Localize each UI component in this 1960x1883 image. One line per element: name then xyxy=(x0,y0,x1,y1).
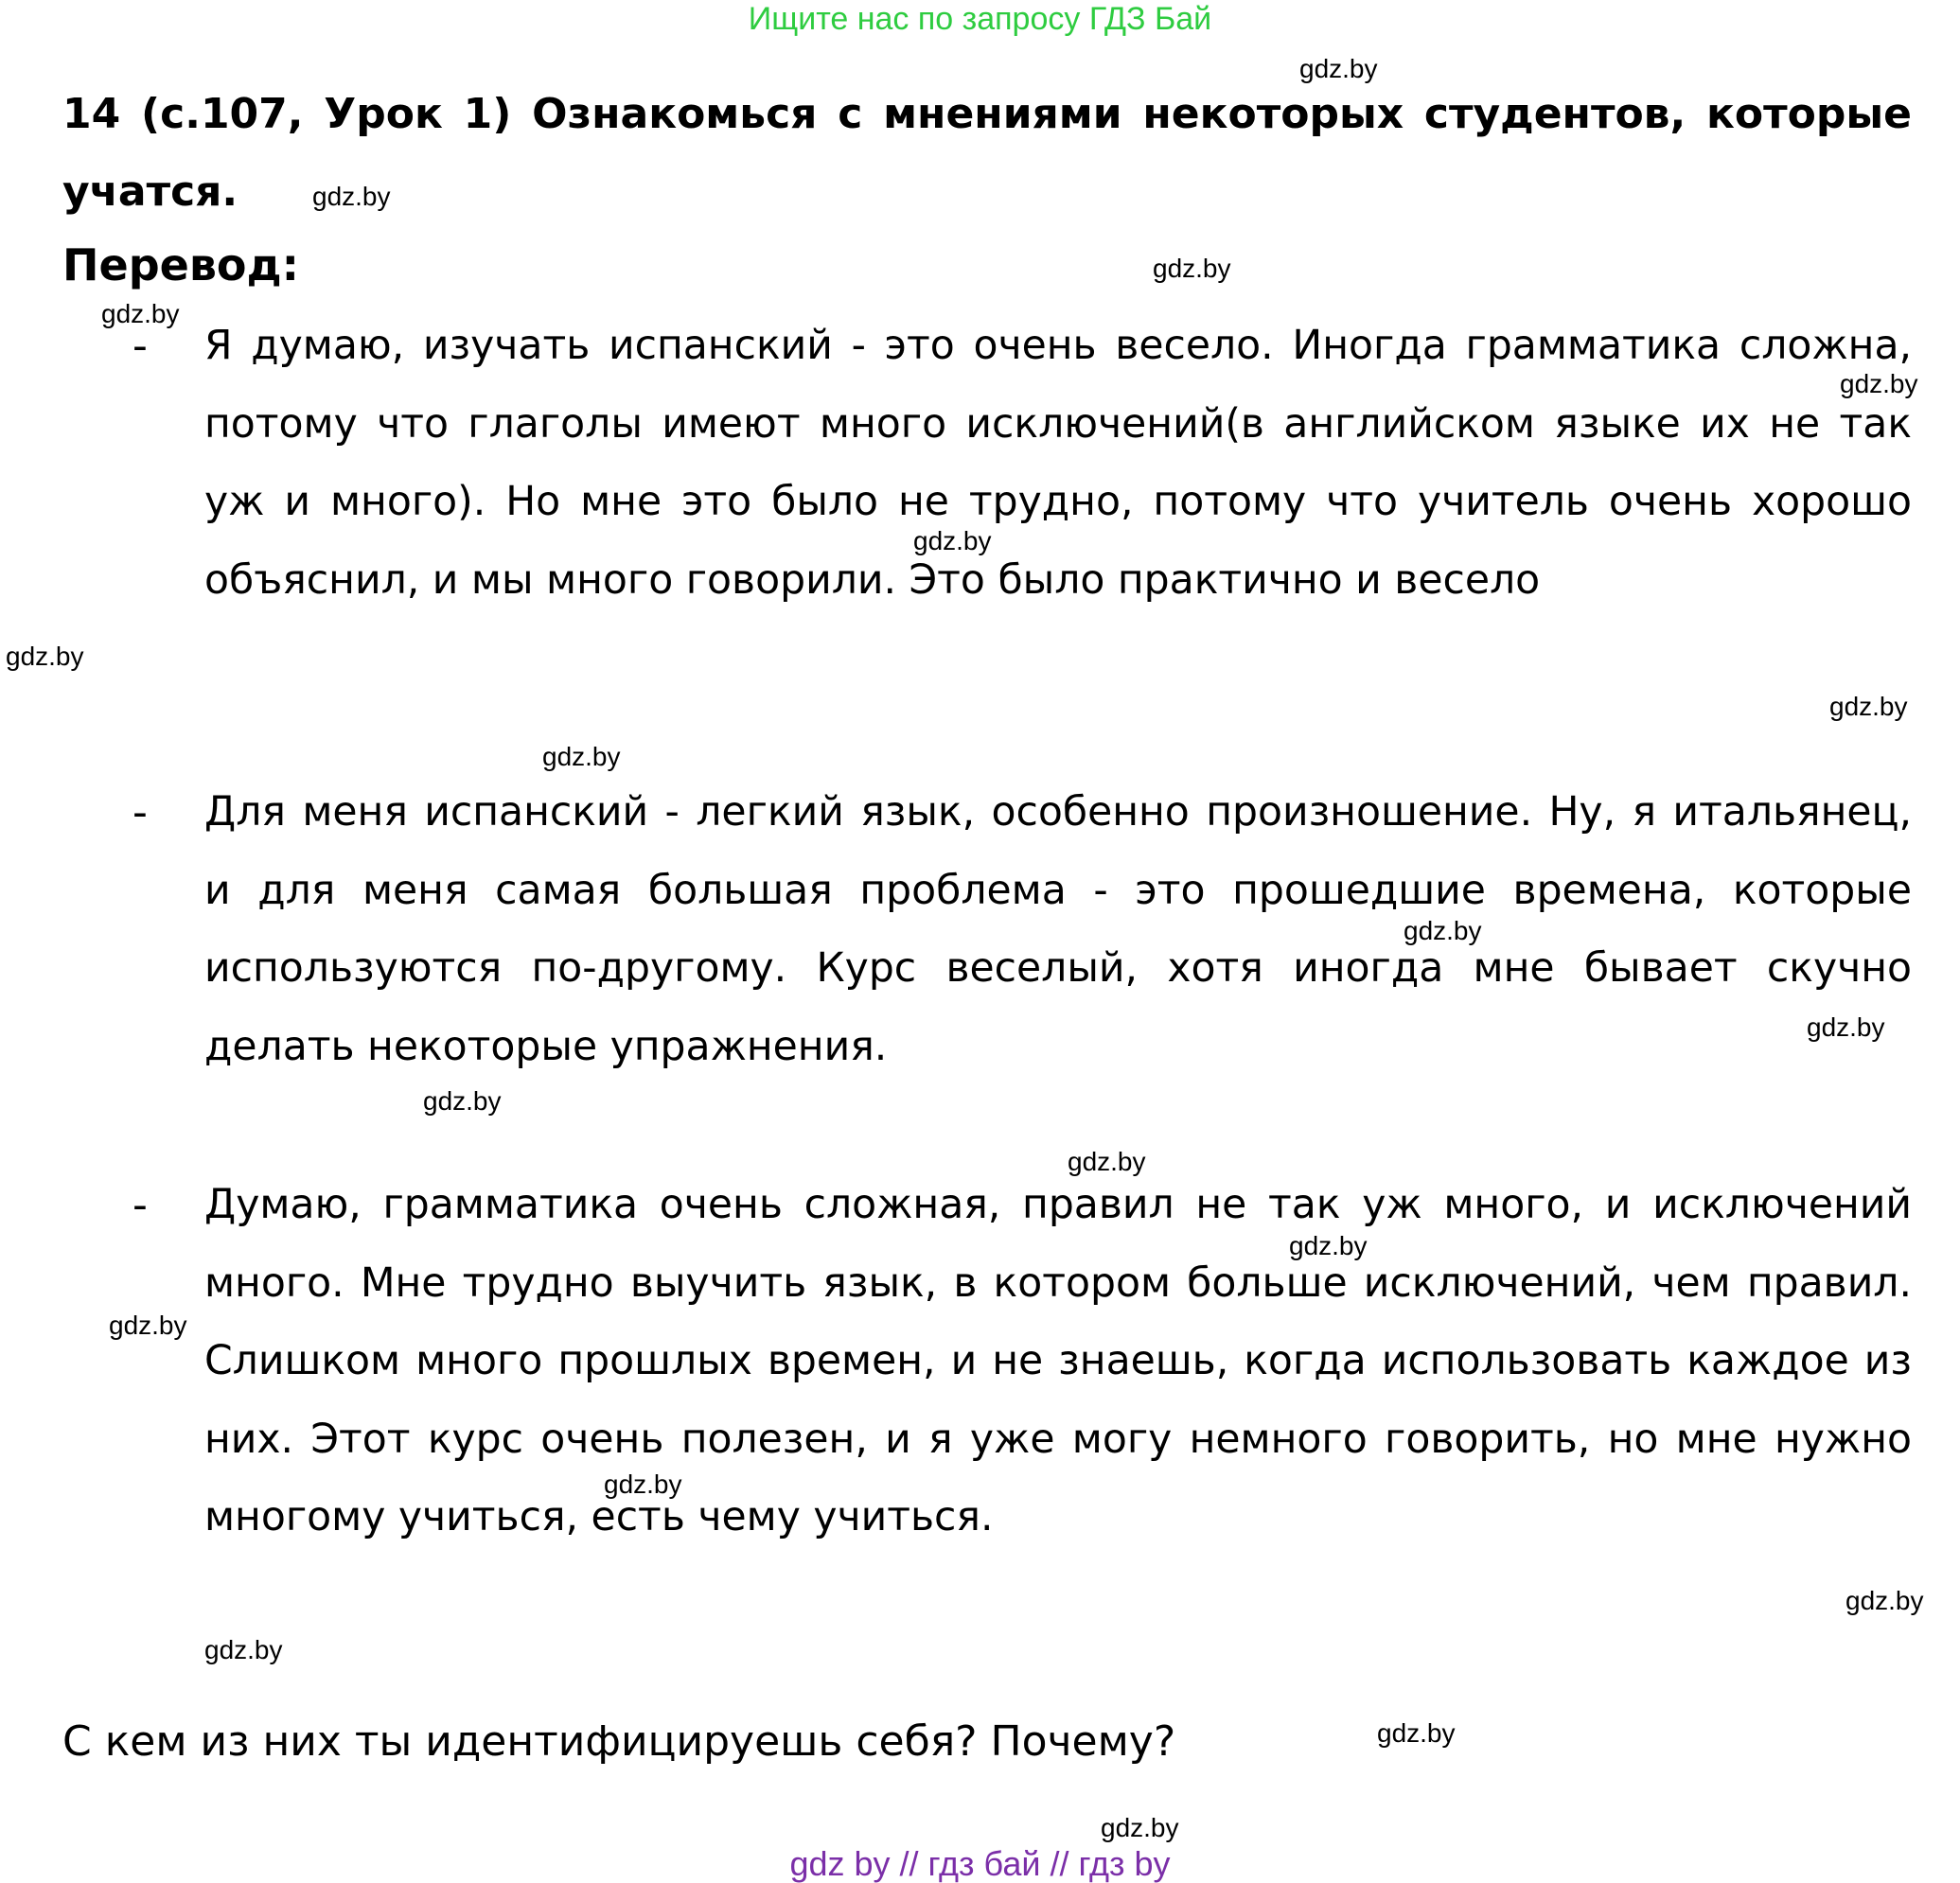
reflection-question: С кем из них ты идентифицируешь себя? Почему? xyxy=(62,1717,1176,1766)
watermark: gdz.by xyxy=(542,742,621,771)
watermark: gdz.by xyxy=(204,1635,283,1664)
opinion-item-3 xyxy=(132,1167,1912,1557)
list-dash: - xyxy=(132,788,148,836)
watermark: gdz.by xyxy=(101,299,180,328)
watermark: gdz.by xyxy=(1153,254,1231,283)
top-banner: Ищите нас по запросу ГДЗ Бай xyxy=(748,1,1212,37)
watermark: gdz.by xyxy=(1845,1586,1924,1615)
watermark: gdz.by xyxy=(1840,369,1918,398)
list-dash: - xyxy=(132,1181,148,1229)
watermark: gdz.by xyxy=(312,182,391,211)
opinion-text: Думаю, грамматика очень сложная, правил не так уж много, и исключений много. Мне трудно выучить язык, в котором больше исключений, чем правил. Слишком много прошлых времен, и не знаешь, когда использовать каждое из них. Этот курс очень полезен, и я уже могу немного говорить, но мне нужно многому учиться, есть чему учиться. xyxy=(204,1182,1912,1540)
watermark: gdz.by xyxy=(6,642,84,671)
watermark: gdz.by xyxy=(913,526,992,555)
watermark: gdz.by xyxy=(1807,1012,1885,1042)
watermark: gdz.by xyxy=(604,1469,682,1499)
watermark: gdz.by xyxy=(1068,1147,1146,1176)
translation-label: Перевод: xyxy=(62,239,300,290)
watermark: gdz.by xyxy=(1829,692,1908,721)
opinion-item-2 xyxy=(132,774,1912,1086)
opinion-item-1 xyxy=(132,308,1912,620)
opinion-text: Я думаю, изучать испанский - это очень весело. Иногда грамматика сложна, потому что глаголы имеют много исключений(в английском языке их не так уж и много). Но мне это было не трудно, потому что учитель очень хорошо объяснил, и мы много говорили. Это было практично и весело xyxy=(204,323,1912,604)
watermark: gdz.by xyxy=(1299,54,1378,83)
watermark: gdz.by xyxy=(109,1311,187,1340)
watermark: gdz.by xyxy=(1404,916,1482,945)
list-dash: - xyxy=(132,322,148,370)
footer-links: gdz by // гдз бай // гдз by xyxy=(789,1844,1171,1883)
task-heading: 14 (с.107, Урок 1) Ознакомься с мнениями некоторых студентов, которые учатся. xyxy=(62,90,1912,216)
opinion-text: Для меня испанский - легкий язык, особенно произношение. Ну, я итальянец, и для меня самая большая проблема - это прошедшие времена, которые используются по-другому. Курс веселый, хотя иногда мне бывает скучно делать некоторые упражнения. xyxy=(204,789,1912,1070)
watermark: gdz.by xyxy=(423,1086,502,1116)
watermark: gdz.by xyxy=(1289,1231,1368,1260)
watermark: gdz.by xyxy=(1101,1813,1179,1842)
watermark: gdz.by xyxy=(1377,1718,1456,1748)
